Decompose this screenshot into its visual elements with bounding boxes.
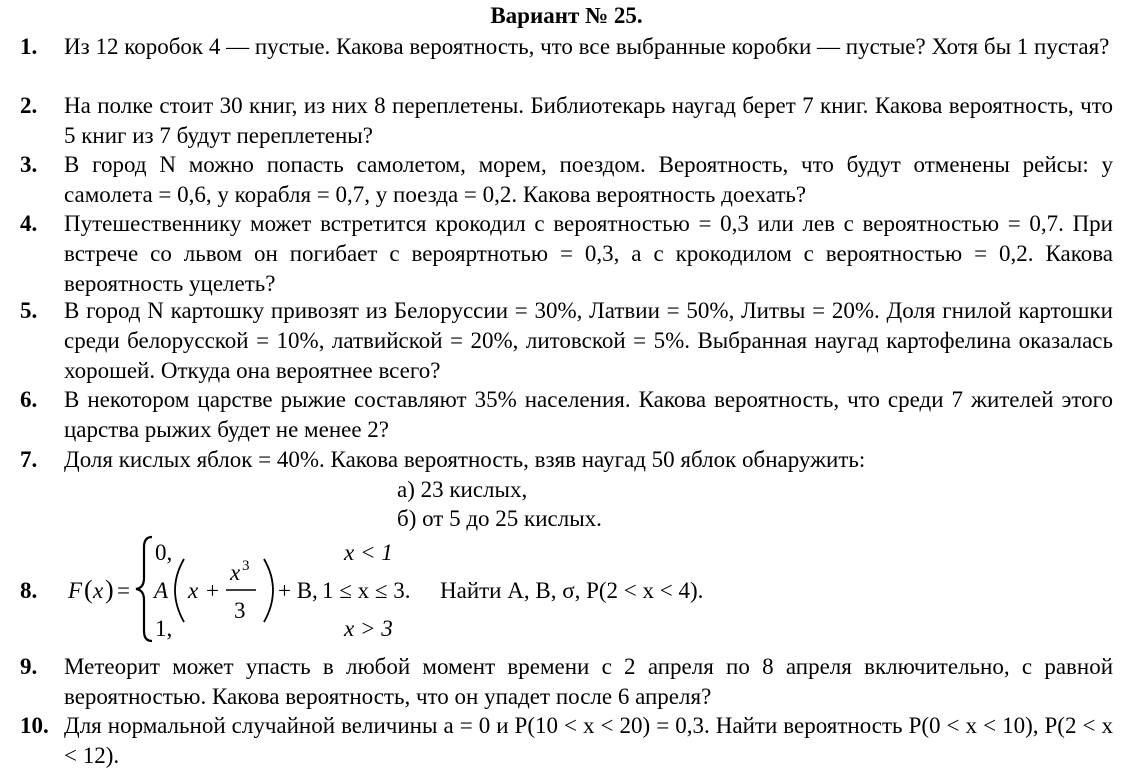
problem-6 — [20, 385, 1113, 445]
problem-8-number-wrap — [20, 576, 60, 606]
formula-paren-open: ( — [84, 575, 93, 604]
problem-1 — [20, 32, 1113, 92]
formula-x: x — [93, 578, 104, 603]
formula-paren-close: ) — [105, 575, 114, 604]
case2-condition: 1 ≤ x ≤ 3. — [322, 578, 411, 603]
problem-2 — [20, 91, 1113, 151]
problem-10 — [20, 711, 1113, 771]
case2-x: x — [188, 578, 199, 603]
case2-denominator: 3 — [234, 598, 246, 623]
problem-text: В некотором царстве рыжие составляют 35% населения. Какова вероятность, что среди 7 жителей этого царства рыжих будет не менее 2? — [64, 387, 1113, 442]
problem-number: 6. — [20, 387, 38, 412]
problem-text: В город N картошку привозят из Белоруссии = 30%, Латвии = 50%, Литвы = 20%. Доля гнилой картошки среди белорусской = 10%, латвийской = 20%, литовской = 5%. Выбранная наугад картофелина оказалась хорошей. Откуда она вероятнее всего? — [64, 298, 1113, 383]
problem-text: Доля кислых яблок = 40%. Какова вероятность, взяв наугад 50 яблок обнаружить: — [64, 447, 866, 472]
problem-7-part-b: б) от 5 до 25 кислых. — [397, 506, 602, 531]
case1-condition: x < 1 — [344, 540, 393, 565]
problem-text: На полке стоит 30 книг, из них 8 переплетены. Библиотекарь наугад берет 7 книг. Какова вероятность, что 5 книг из 7 будут переплетены? — [64, 93, 1113, 148]
problem-number: 8. — [20, 578, 38, 603]
problem-5 — [20, 296, 1113, 386]
case3-condition: x > 3 — [344, 616, 393, 641]
formula-task: Найти A, B, σ, P(2 < x < 4). — [440, 578, 704, 603]
problem-number: 3. — [20, 152, 38, 177]
case2-A: A — [154, 578, 169, 603]
problem-number: 4. — [20, 211, 38, 236]
problem-text: Для нормальной случайной величины a = 0 и P(10 < x < 20) = 0,3. Найти вероятность P(0 < x < 10), P(2 < x < 12). — [64, 713, 1113, 768]
problem-number: 10. — [20, 713, 49, 738]
problem-7 — [20, 445, 1113, 475]
problem-9 — [20, 652, 1113, 712]
problem-text: В город N можно попасть самолетом, морем, поездом. Вероятность, что будут отменены рейсы: у самолета = 0,6, у корабля = 0,7, у поезда = 0,2. Какова вероятность доехать? — [64, 152, 1113, 207]
problem-4 — [20, 209, 1113, 299]
formula-svg — [60, 532, 760, 647]
case2-B: + B, — [278, 578, 318, 603]
case2-plus: + — [206, 578, 219, 603]
problem-3 — [20, 150, 1113, 210]
formula-eq: = — [117, 578, 130, 603]
problem-number: 2. — [20, 93, 38, 118]
cases-brace — [136, 537, 152, 641]
case3-value: 1, — [155, 616, 173, 641]
case2-exponent: 3 — [242, 558, 250, 574]
page-title: Вариант № 25. — [490, 3, 643, 28]
problem-text: Путешественнику может встретится крокодил с вероятностью = 0,3 или лев с вероятностью = 0,7. При встрече со львом он погибает с верояртнотью = 0,3, а с крокодилом с вероятностью = 0,2. Какова вероятность уцелеть? — [64, 211, 1113, 296]
problem-text: Метеорит может упасть в любой момент времени с 2 апреля по 8 апреля включительно, с равной вероятностью. Какова вероятность, что он упадет после 6 апреля? — [64, 654, 1113, 709]
problem-number: 1. — [20, 34, 38, 59]
formula-F: F — [68, 578, 83, 603]
big-paren-left — [175, 559, 184, 622]
problem-7-part-a: а) 23 кислых, — [397, 477, 528, 502]
case2-numerator: x — [230, 560, 241, 585]
problem-number: 9. — [20, 654, 38, 679]
problem-text: Из 12 коробок 4 — пустые. Какова вероятность, что все выбранные коробки — пустые? Хотя бы 1 пустая? — [64, 34, 1110, 59]
problem-number: 7. — [20, 447, 38, 472]
problem-number: 5. — [20, 298, 38, 323]
case1-value: 0, — [155, 540, 173, 565]
problem-8-formula — [60, 532, 760, 647]
big-paren-right — [264, 559, 273, 622]
